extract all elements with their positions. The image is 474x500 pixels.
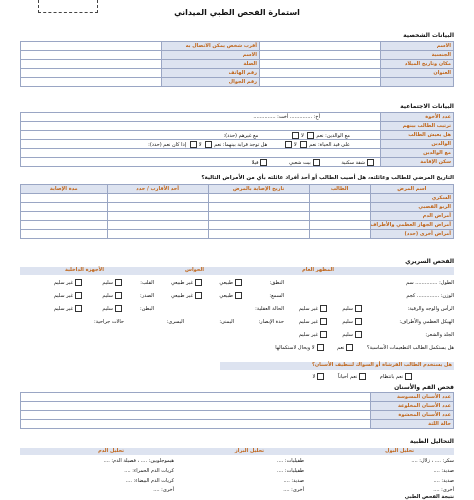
with-parents-label: مع الوالدين xyxy=(381,149,454,158)
siblings-line: أخ: .............. أخت: .............. xyxy=(21,113,381,122)
hearing-normal-checkbox[interactable] xyxy=(235,292,242,299)
name-field[interactable] xyxy=(260,42,381,51)
heart-ok-checkbox[interactable] xyxy=(115,279,122,286)
villa-label: فيلا xyxy=(251,159,259,166)
contact-field[interactable] xyxy=(21,42,162,51)
stool-col: تحليل البراز xyxy=(234,448,264,454)
history-heading: التاريخ المرضي للطالب وعائلته، هل أصيب الطالب أو أحد أفراد عائلته بأي من الأمراض التالية؟ xyxy=(201,175,454,181)
relation-field[interactable] xyxy=(21,60,162,69)
house-label: بيت شعبي xyxy=(289,159,311,166)
skin-bad-checkbox[interactable] xyxy=(320,331,327,338)
phone-field[interactable] xyxy=(21,69,162,78)
lives-with-yes: مع الوالدين: نعم xyxy=(316,132,350,139)
col-relative: أحد الأقارب / حدد xyxy=(107,185,208,194)
mobile-field[interactable] xyxy=(21,78,162,87)
social-table xyxy=(20,112,454,167)
vaccine-row: هل يستكمل الطالب التطعيمات الأساسية؟ نعم لا ويحال لاستكمالها xyxy=(275,345,454,351)
exam-group-general: المظهر العام xyxy=(302,267,334,273)
housing-label: سكن الإقامة xyxy=(381,158,454,167)
head-ok-checkbox[interactable] xyxy=(355,305,362,312)
speech-normal-checkbox[interactable] xyxy=(235,279,242,286)
blood-col: تحليل الدم xyxy=(98,448,124,454)
villa-checkbox[interactable] xyxy=(260,159,267,166)
exam-row: الوزن: .............. كجم السمع: طبيعي غير طبيعي الصدر: سليم غير سليم xyxy=(53,293,454,299)
result-heading: نتيجة الفحص الطبي xyxy=(404,494,454,500)
exam-row: الجلد والشعر: سليم غير سليم xyxy=(298,332,454,338)
form-title: استمارة الفحص الطبي الميداني xyxy=(174,8,300,17)
nationality-field[interactable] xyxy=(260,51,381,60)
teeth-table xyxy=(20,392,454,429)
disease-row: أمراض أخرى (حدد) xyxy=(370,230,453,239)
contact-label: أقرب شخص يمكن الاتصال به xyxy=(162,42,260,51)
vaccine-no-checkbox[interactable] xyxy=(317,344,324,351)
speech-abnormal-checkbox[interactable] xyxy=(195,279,202,286)
head-bad-checkbox[interactable] xyxy=(320,305,327,312)
birth-field[interactable] xyxy=(260,60,381,69)
address-field[interactable] xyxy=(260,69,381,78)
vaccine-question: هل يستكمل الطالب التطعيمات الأساسية؟ xyxy=(366,345,454,351)
abdomen-ok-checkbox[interactable] xyxy=(115,305,122,312)
disease-row: السكري xyxy=(370,194,453,203)
labs-header-bar xyxy=(20,448,454,455)
col-date: تاريخ الإصابة بالمرض xyxy=(208,185,309,194)
exam-header-bar xyxy=(20,267,454,275)
hearing-abnormal-checkbox[interactable] xyxy=(195,292,202,299)
contact-name-label: الاسم xyxy=(162,51,260,60)
oral-question: هل يستخدم الطالب الفرشاة أو السواك لتنظيف الأسنان؟ xyxy=(311,362,452,368)
decayed-field[interactable] xyxy=(21,393,371,402)
nationality-label: الجنسية xyxy=(381,51,454,60)
oral-question-bar xyxy=(220,362,454,370)
lab-row: سكر: .... ، زلال: .... طفيليات: .... هيموجلوبين: .... ، فصيلة الدم: .... xyxy=(103,458,454,464)
lab-row: أخرى: .... أخرى: .... أخرى: .... xyxy=(153,487,454,493)
phone-label: رقم الهاتف xyxy=(162,69,260,78)
relation-hint: إذا كان نعم (حدد): xyxy=(148,141,187,148)
disease-row: أمراض الجهاز العظمي والأطراف xyxy=(370,221,453,230)
lives-label: هل يعيش الطالب xyxy=(381,131,454,140)
lives-yes-checkbox[interactable] xyxy=(307,132,314,139)
relation-no-checkbox[interactable] xyxy=(190,141,197,148)
address-label: العنوان xyxy=(381,69,454,78)
mobile-label: رقم الجوال xyxy=(162,78,260,87)
birth-label: مكان وتاريخ الميلاد xyxy=(381,60,454,69)
history-table xyxy=(20,184,454,239)
brush-sometimes-checkbox[interactable] xyxy=(359,373,366,380)
oral-options: نعم بانتظام نعم أحياناً لا xyxy=(20,373,414,382)
decayed-label: عدد الأسنان المسوسة xyxy=(371,393,454,402)
exam-row: الرأس والوجه والرقبة: سليم غير سليم الحالة العقلية: البطن: سليم غير سليم xyxy=(53,306,454,312)
order-label: ترتيب الطالب بينهم xyxy=(381,122,454,131)
filled-field[interactable] xyxy=(21,411,371,420)
skeleton-bad-checkbox[interactable] xyxy=(320,318,327,325)
name-label: الاسم xyxy=(381,42,454,51)
lab-row: صديد: .... صديد: .... كريات الدم البيضاء: .... xyxy=(125,478,454,484)
lives-no: لا xyxy=(300,132,304,139)
exam-group-internal: الأجهزة الداخلية xyxy=(64,267,104,273)
flat-label: شقة سكنية xyxy=(341,159,365,166)
relation-q: هل توجد قرابة بينهما: نعم xyxy=(214,141,268,148)
chest-ok-checkbox[interactable] xyxy=(115,292,122,299)
flat-checkbox[interactable] xyxy=(367,159,374,166)
house-checkbox[interactable] xyxy=(313,159,320,166)
col-duration: مدة الإصابة xyxy=(21,185,108,194)
extracted-field[interactable] xyxy=(21,402,371,411)
brush-regular-checkbox[interactable] xyxy=(405,373,412,380)
lives-no-checkbox[interactable] xyxy=(292,132,299,139)
relation-label: الصلة xyxy=(162,60,260,69)
skeleton-ok-checkbox[interactable] xyxy=(355,318,362,325)
brush-no-checkbox[interactable] xyxy=(317,373,324,380)
exam-group-senses: الحواس xyxy=(185,267,204,273)
vaccine-yes-checkbox[interactable] xyxy=(346,344,353,351)
exam-heading: الفحص السريري xyxy=(405,258,454,265)
alive-no: لا xyxy=(293,141,297,148)
personal-heading: البيانات الشخصية xyxy=(403,32,454,39)
disease-row: أمراض الدم xyxy=(370,212,453,221)
gums-label: حالة اللثة xyxy=(371,420,454,429)
chest-bad-checkbox[interactable] xyxy=(75,292,82,299)
alive-yes-checkbox[interactable] xyxy=(300,141,307,148)
col-student: الطالب xyxy=(309,185,370,194)
relation-no: لا xyxy=(198,141,202,148)
skin-ok-checkbox[interactable] xyxy=(355,331,362,338)
col-disease: اسم المرض xyxy=(370,185,453,194)
relation-yes-checkbox[interactable] xyxy=(205,141,212,148)
lives-other: مع غيرهم (حدد): xyxy=(223,132,259,139)
exam-row: الطول: .............. سم النطق: طبيعي غير طبيعي القلب: سليم غير سليم xyxy=(53,280,454,286)
abdomen-bad-checkbox[interactable] xyxy=(75,305,82,312)
lab-row: صديد: .... طفيليات: .... كريات الدم الحمراء: .... xyxy=(124,468,454,474)
teeth-heading: فحص الفم والأسنان xyxy=(394,384,454,391)
alive-no-checkbox[interactable] xyxy=(285,141,292,148)
disease-row: الربو القصبي xyxy=(370,203,453,212)
alive-yes: على قيد الحياة: نعم xyxy=(309,141,350,148)
social-heading: البيانات الاجتماعية xyxy=(400,103,454,110)
siblings-label: عدد الأخوة xyxy=(381,113,454,122)
exam-row: الهيكل العظمي والأطراف: سليم غير سليم حدة الإبصار: اليمنى: اليسرى: حالات جراحية: xyxy=(94,319,454,325)
contact-name-field[interactable] xyxy=(21,51,162,60)
personal-table xyxy=(20,41,454,87)
urine-col: تحليل البول xyxy=(385,448,414,454)
heart-bad-checkbox[interactable] xyxy=(75,279,82,286)
parents-label: الوالدين xyxy=(381,140,454,149)
filled-label: عدد الأسنان المحشوة xyxy=(371,411,454,420)
labs-heading: التحاليل الطبية xyxy=(409,438,454,445)
gums-field[interactable] xyxy=(21,420,371,429)
extracted-label: عدد الأسنان المخلوعة xyxy=(371,402,454,411)
